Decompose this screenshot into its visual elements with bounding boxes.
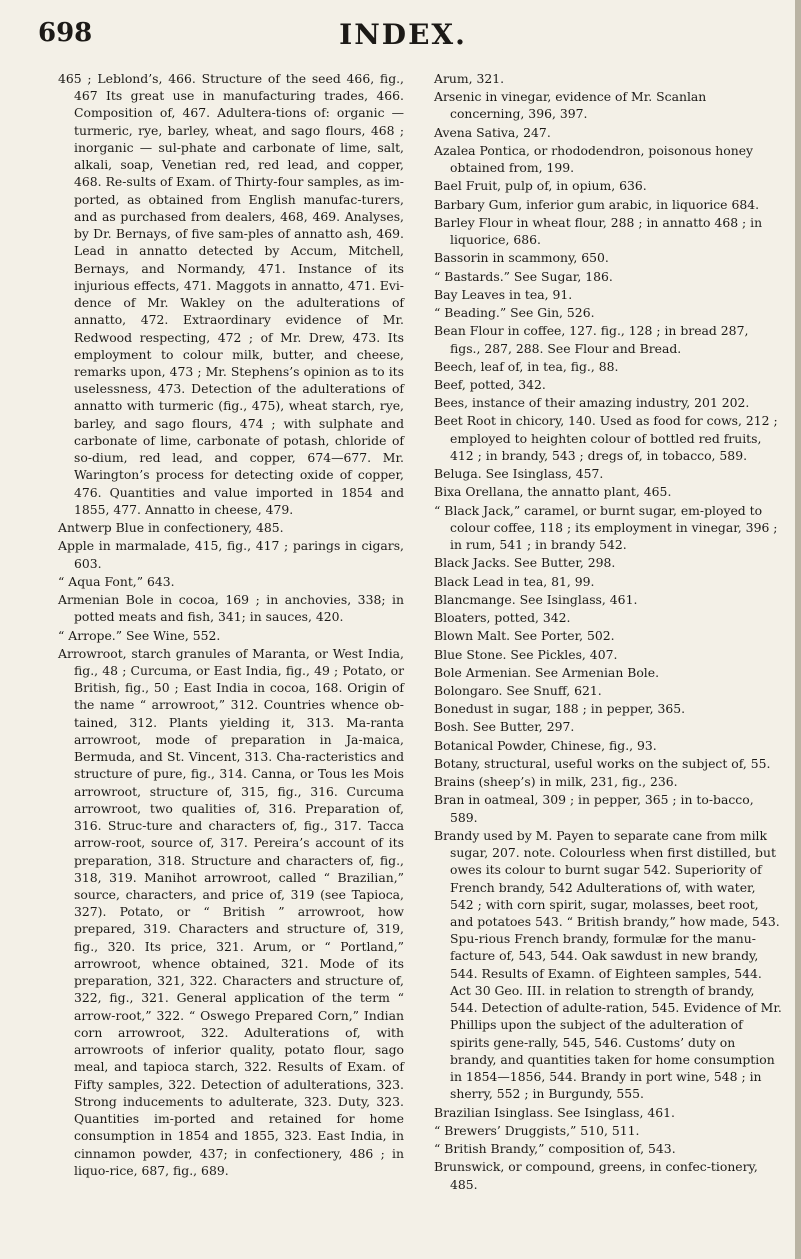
index-entry: 465 ; Leblond’s, 466. Structure of the seed 466, fig., 467 Its great use in manufacturing trades, 466. Composition of, 467. Adultera-tions of: organic — turmeric, rye, barley, wheat, and sago flours, 468 ; inorganic — sul-phate and carbonate of lime, salt, alkali, soap, Venetian red, red lead, and copper, 468. Re-sults of Exam. of Thirty-four samples, as im-ported, as obtained from English manufac-turers, and as purchased from dealers, 468, 469. Analyses, by Dr. Bernays, of five sam-ples of annatto ash, 469. Lead in annatto detected by Accum, Mitchell, Bernays, and Normandy, 471. Instance of its injurious effects, 471. Maggots in annatto, 471. Evi-dence of Mr. Wakley on the adulterations of annatto, 472. Extraordinary evidence of Mr. Redwood respecting, 472 ; of Mr. Drew, 473. Its employment to colour milk, butter, and cheese, remarks upon, 473 ; Mr. Stephens’s opinion as to its uselessness, 473. Detection of the adulterations of annatto with turmeric (fig., 475), wheat starch, rye, barley, and sago flours, 474 ; with sulphate and carbonate of lime, carbonate of potash, chloride of so-dium, red lead, and copper, 674—677. Mr. Warington’s process for detecting oxide of copper, 476. Quantities and value imported in 1854 and 1855, 477. Annatto in cheese, 479. [58,71,404,517]
index-entry: Botany, structural, useful works on the subject of, 55. [434,755,771,771]
index-entry: Antwerp Blue in confectionery, 485. [58,520,284,536]
index-entry: “ Aqua Font,” 643. [58,573,175,589]
index-entry: Arsenic in vinegar, evidence of Mr. Scanlan concerning, 396, 397. [434,89,707,122]
index-column-left [58,70,404,1180]
index-entry: Brandy used by M. Payen to separate cane from milk sugar, 207. note. Colourless when first distilled, but owes its colour to burnt sugar 542. Superiority of French brandy, 542 Adulterations of, with water, 542 ; with corn spirit, sugar, molasses, beet root, and potatoes 543. “ British brandy,” how made, 543. Spu-rious French brandy, formulæ for the manu-facture of, 543, 544. Oak sawdust in new brandy, 544. Results of Examn. of Eighteen samples, 544. Act 30 Geo. III. in relation to strength of brandy, 544. Detection of adulte-ration, 545. Evidence of Mr. Phillips upon the subject of the adulteration of spirits gene-rally, 545, 546. Customs’ duty on brandy, and quantities taken for home consumption in 1854—1856, 544. Brandy in port wine, 548 ; in sherry, 552 ; in Burgundy, 555. [434,827,782,1102]
index-entry: Beef, potted, 342. [434,376,546,392]
index-column-right [434,70,782,1194]
index-entry: Avena Sativa, 247. [434,124,551,140]
index-entry: Arum, 321. [434,71,505,86]
index-entry: Bassorin in scammony, 650. [434,250,609,266]
index-entry: “ Beading.” See Gin, 526. [434,305,595,321]
index-entry: Bay Leaves in tea, 91. [434,286,573,302]
index-entry: Blue Stone. See Pickles, 407. [434,646,618,662]
index-entry: Bolongaro. See Snuff, 621. [434,682,602,698]
index-entry: Blancmange. See Isinglass, 461. [434,591,638,607]
index-entry: “ Brewers’ Druggists,” 510, 511. [434,1122,640,1138]
index-entry: Bean Flour in coffee, 127. fig., 128 ; in bread 287, figs., 287, 288. See Flour and Bread. [434,323,749,356]
index-entry: Brunswick, or compound, greens, in confec-tionery, 485. [434,1159,758,1192]
index-entry: Azalea Pontica, or rhododendron, poisonous honey obtained from, 199. [434,142,754,176]
index-entry: Beech, leaf of, in tea, fig., 88. [434,358,619,374]
index-entry: Bole Armenian. See Armenian Bole. [434,664,660,680]
index-entry: “ British Brandy,” composition of, 543. [434,1141,676,1157]
page-header [38,18,768,58]
index-entry: Black Lead in tea, 81, 99. [434,573,595,589]
index-entry: Arrowroot, starch granules of Maranta, or West India, fig., 48 ; Curcuma, or East India, fig., 49 ; Potato, or British, fig., 50 ; East India in cocoa, 168. Origin of the name “ arrowroot,” 312. Countries whence ob-tained, 312. Plants yielding it, 313. Ma-ranta arrowroot, mode of preparation in Ja-maica, Bermuda, and St. Vincent, 313. Cha-racteristics and structure of pure, fig., 314. Canna, or Tous les Mois arrowroot, structure of, 315, fig., 316. Curcuma arrowroot, two qualities of, 316. Preparation of, 316. Struc-ture and characters of, fig., 317. Tacca arrow-root, source of, 317. Pereira’s account of its preparation, 318. Structure and characters of, fig., 318, 319. Manihot arrowroot, called “ Brazilian,” source, characters, and price of, 319 (see Tapioca, 327). Potato, or “ British ” arrowroot, how prepared, 319. Characters and structure of, 319, fig., 320. Its price, 321. Arum, or “ Portland,” arrowroot, whence obtained, 321. Mode of its preparation, 321, 322. Characters and structure of, 322, fig., 321. General application of the term “ arrow-root,” 322. “ Oswego Prepared Corn,” Indian corn arrowroot, 322. Adulterations of, with arrowroots of inferior quality, potato flour, sago meal, and tapioca starch, 322. Results of Exam. of Fifty samples, 322. Detection of adulterations, 323. Strong inducements to adulterate, 323. Duty, 323. Quantities im-ported and retained for home consumption in 1854 and 1855, 323. East India, in cinnamon powder, 437; in confectionery, 486 ; in liquo-rice, 687, fig., 689. [58,645,404,1178]
index-entry: Bosh. See Butter, 297. [434,719,575,735]
index-entry: Beluga. See Isinglass, 457. [434,466,604,482]
index-entry: Armenian Bole in cocoa, 169 ; in anchovies, 338; in potted meats and fish, 341; in sauces, 420. [58,592,404,625]
page-number: 698 [38,18,93,48]
index-entry: Barbary Gum, inferior gum arabic, in liquorice 684. [434,196,760,212]
index-entry: Blown Malt. See Porter, 502. [434,628,615,644]
index-entry: Bloaters, potted, 342. [434,610,571,626]
index-entry: Bixa Orellana, the annatto plant, 465. [434,484,672,500]
index-entry: “ Arrope.” See Wine, 552. [58,627,221,643]
index-entry: Brains (sheep’s) in milk, 231, fig., 236. [434,774,678,790]
index-entry: Botanical Powder, Chinese, fig., 93. [434,737,657,753]
index-entry: Brazilian Isinglass. See Isinglass, 461. [434,1104,675,1120]
index-entry: Bran in oatmeal, 309 ; in pepper, 365 ; in to-bacco, 589. [434,792,754,825]
index-entry: Apple in marmalade, 415, fig., 417 ; parings in cigars, 603. [58,538,404,571]
index-entry: Barley Flour in wheat flour, 288 ; in annatto 468 ; in liquorice, 686. [434,214,763,248]
index-entry: Beet Root in chicory, 140. Used as food for cows, 212 ; employed to heighten colour of bottled red fruits, 412 ; in brandy, 543 ; dregs of, in tobacco, 589. [434,413,778,463]
index-entry: Bonedust in sugar, 188 ; in pepper, 365. [434,701,686,717]
index-entry: “ Bastards.” See Sugar, 186. [434,268,613,284]
page-title: INDEX. [339,18,467,51]
index-entry: Bees, instance of their amazing industry, 201 202. [434,395,750,411]
index-entry: Bael Fruit, pulp of, in opium, 636. [434,178,647,194]
index-entry: “ Black Jack,” caramel, or burnt sugar, em-ployed to colour coffee, 118 ; its employment in vinegar, 396 ; in rum, 541 ; in brandy 542. [434,502,778,553]
index-entry: Black Jacks. See Butter, 298. [434,555,616,571]
page-edge [795,0,801,1259]
